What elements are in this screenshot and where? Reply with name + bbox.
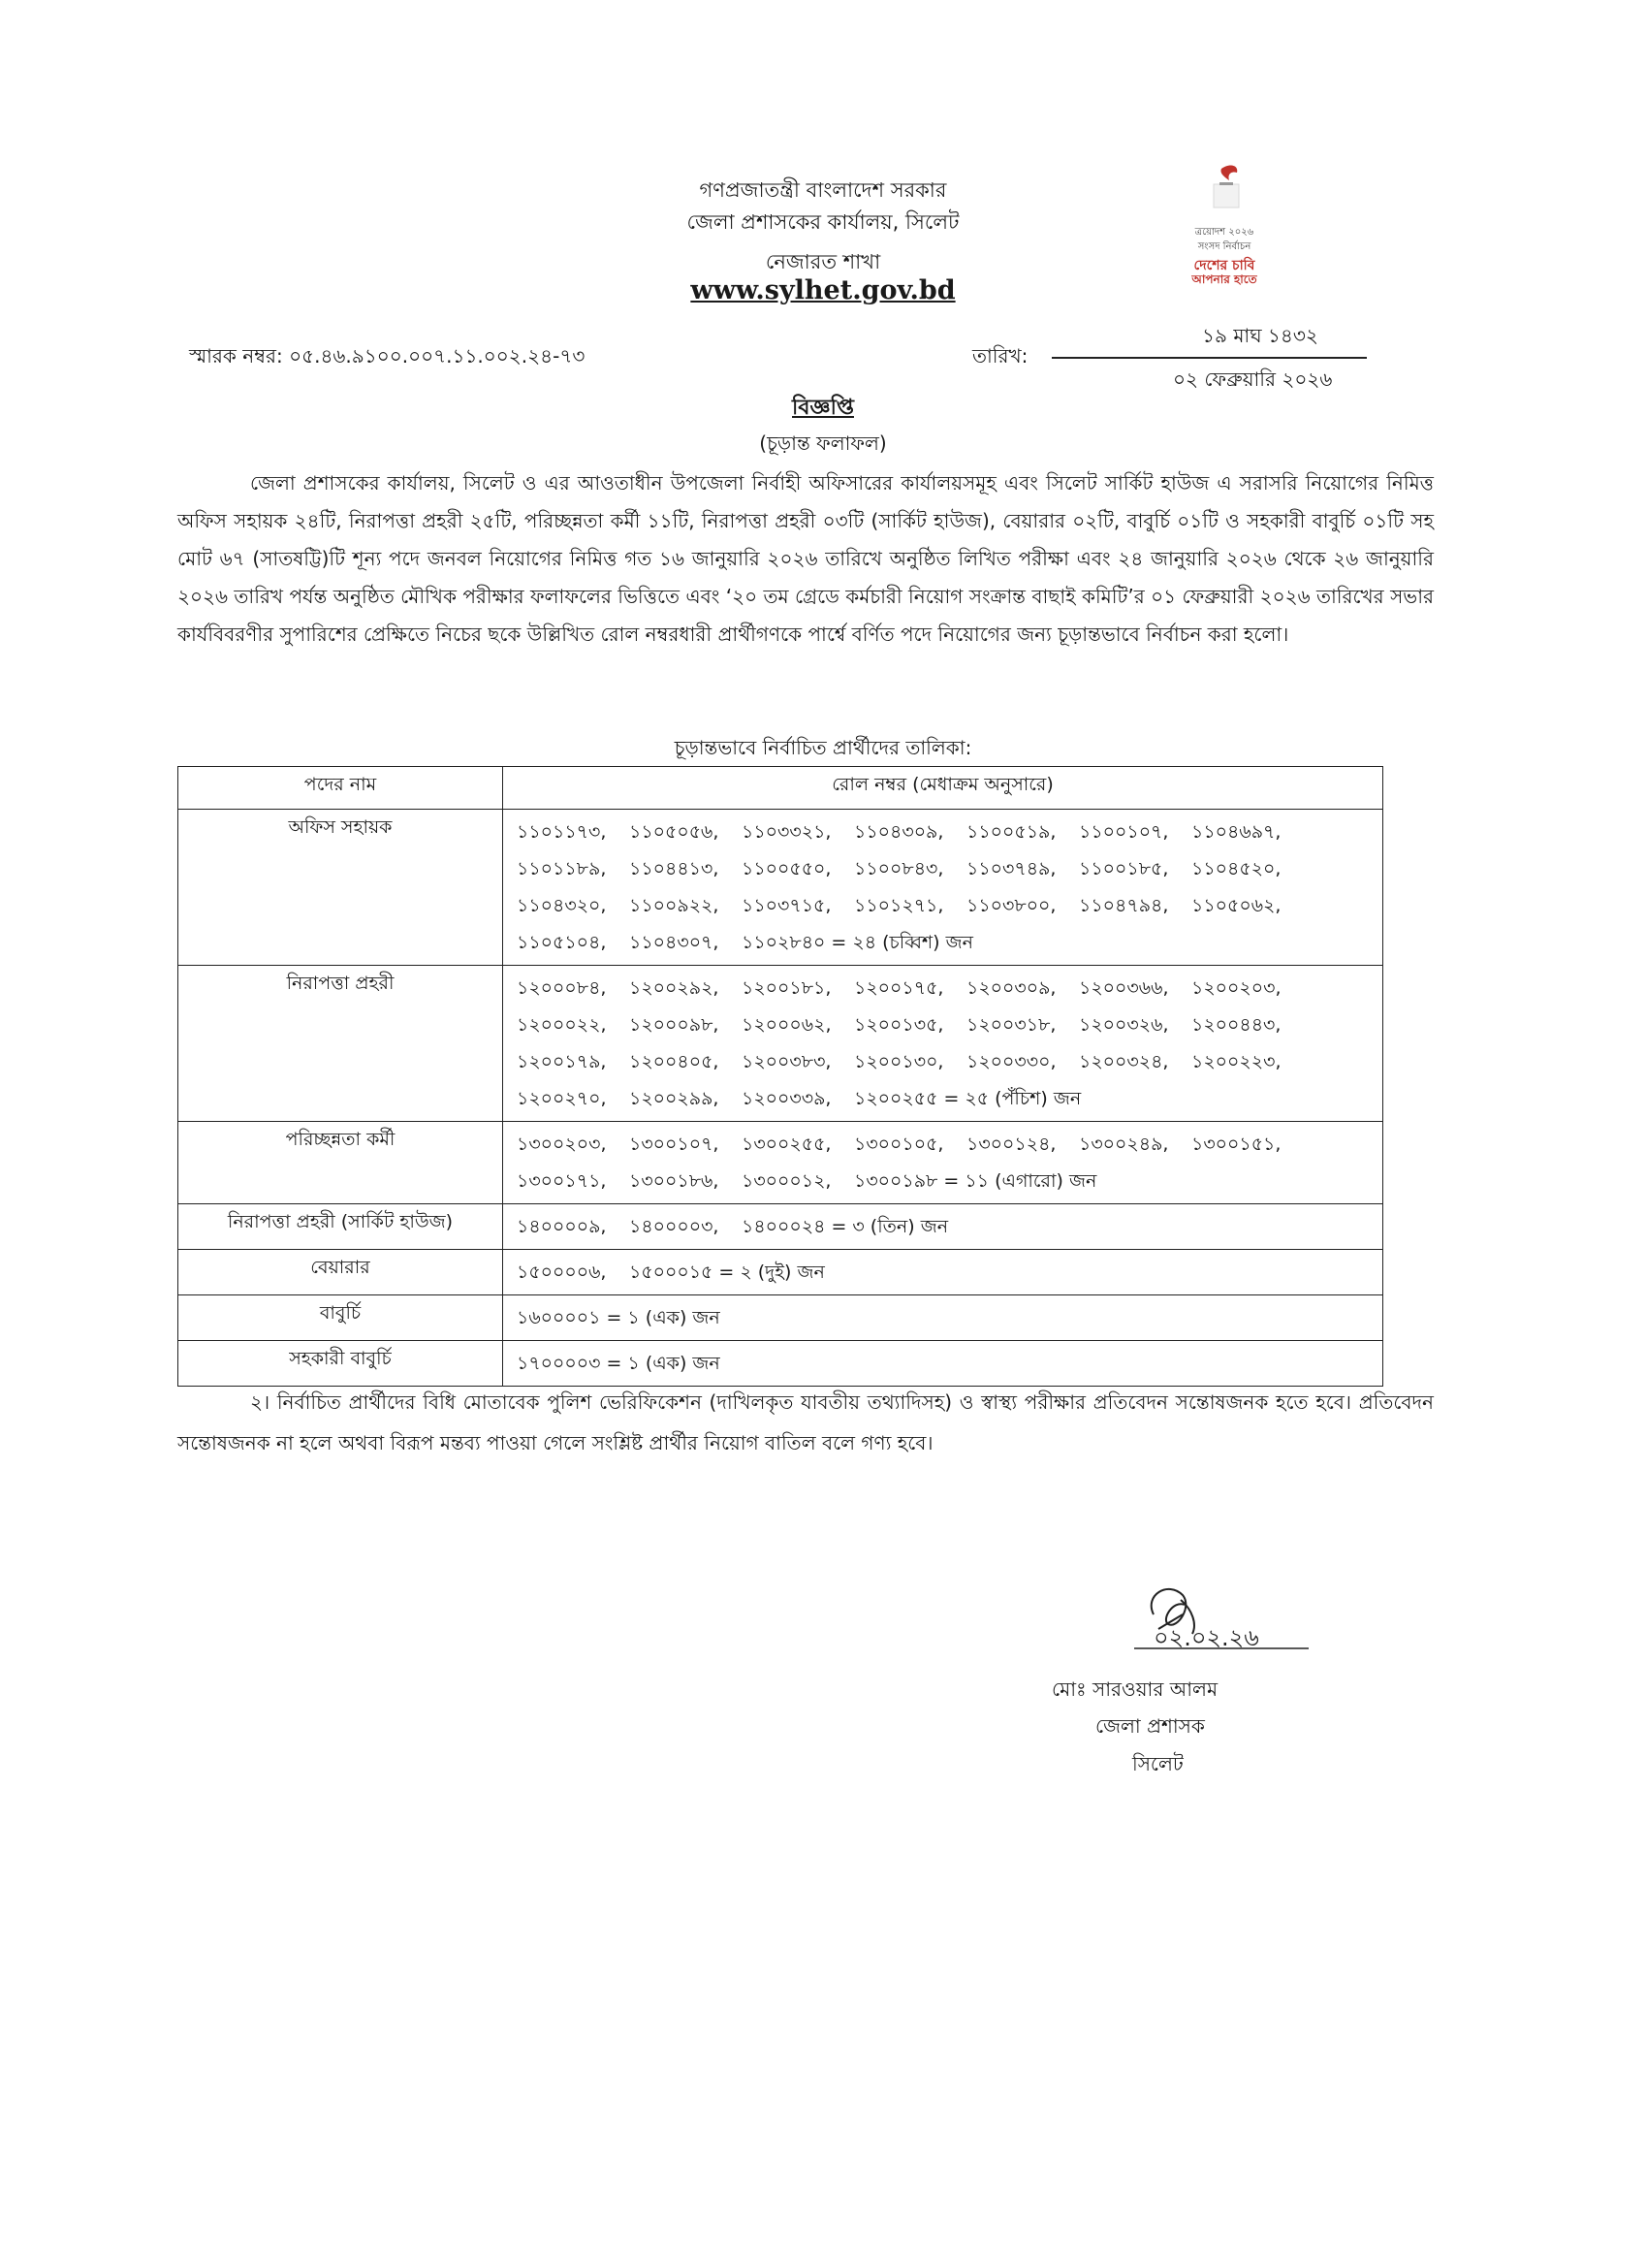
roll-number: ১২০০৩৬৬,	[1079, 977, 1169, 999]
table-row	[178, 810, 1383, 966]
logo-text-1: ত্রয়োদশ ২০২৬	[1194, 227, 1254, 238]
roll-number: ১২০০২০৩,	[1191, 977, 1282, 999]
roll-number: ১২০০৩৩৯,	[742, 1088, 832, 1109]
gov-name: গণপ্রজাতন্ত্রী বাংলাদেশ সরকার	[699, 178, 947, 202]
roll-number: ১৩০০১২৪,	[966, 1134, 1057, 1155]
roll-number: ১৩০০২৪৯,	[1079, 1134, 1169, 1155]
roll-numbers-cell	[503, 1122, 1383, 1204]
roll-total: ১৪০০০২৪ = ৩ (তিন) জন	[742, 1216, 949, 1237]
table-row	[178, 966, 1383, 1122]
logo-text-2: সংসদ নির্বাচন	[1197, 241, 1251, 252]
website-link[interactable]: www.sylhet.gov.bd	[690, 275, 956, 305]
roll-number: ১১০১১৮৯,	[517, 858, 607, 879]
date-english: ০২ ফেব্রুয়ারি ২০২৬	[1173, 367, 1333, 391]
roll-number: ১২০০০২২,	[517, 1014, 607, 1036]
post-name-cell: নিরাপত্তা প্রহরী	[178, 966, 503, 1122]
notice-body: জেলা প্রশাসকের কার্যালয়, সিলেট ও এর আওতাধীন উপজেলা নির্বাহী অফিসারের কার্যালয়সমূহ এবং সিলেট সার্কিট হাউজ এ সরাসরি নিয়োগের নিমিত্ত অফিস সহায়ক ২৪টি, নিরাপত্তা প্রহরী ২৫টি, পরিচ্ছন্নতা কর্মী ১১টি, নিরাপত্তা প্রহরী ০৩টি (সার্কিট হাউজ), বেয়ারার ০২টি, বাবুর্চি ০১টি ও সহকারী বাবুর্চি ০১টি সহ মোট ৬৭ (সাতষট্টি)টি শূন্য পদে জনবল নিয়োগের নিমিত্ত গত ১৬ জানুয়ারি ২০২৬ তারিখে অনুষ্ঠিত লিখিত পরীক্ষা এবং ২৪ জানুয়ারি ২০২৬ থেকে ২৬ জানুয়ারি ২০২৬ তারিখ পর্যন্ত অনুষ্ঠিত মৌখিক পরীক্ষার ফলাফলের ভিত্তিতে এবং ‘২০ তম গ্রেডে কর্মচারী নিয়োগ সংক্রান্ত বাছাই কমিটি’র ০১ ফেব্রুয়ারী ২০২৬ তারিখের সভার কার্যবিবরণীর সুপারিশের প্রেক্ষিতে নিচের ছকে উল্লিখিত রোল নম্বরধারী প্রার্থীগণকে পার্শ্বে বর্ণিত পদে নিয়োগের জন্য চূড়ান্তভাবে নির্বাচন করা হলো।	[177, 471, 1434, 646]
roll-number: ১১০০৫৫০,	[742, 858, 832, 879]
col-post-header: পদের নাম	[178, 767, 503, 810]
roll-number: ১১০১১৭৩,	[517, 821, 607, 843]
roll-number: ১১০৩৭১৫,	[742, 895, 832, 916]
roll-number: ১১০০১০৭,	[1079, 821, 1169, 843]
ballot-box-icon	[1171, 163, 1278, 223]
roll-number: ১২০০৩২৪,	[1079, 1051, 1169, 1072]
date-bangla: ১৯ মাঘ ১৪৩২	[1202, 324, 1318, 347]
roll-number: ১১০১২৭১,	[854, 895, 944, 916]
roll-number: ১২০০০৮৪,	[517, 977, 607, 999]
roll-numbers-cell	[503, 1341, 1383, 1387]
roll-number: ১১০০৫১৯,	[966, 821, 1057, 843]
roll-number: ১২০০৪০৫,	[629, 1051, 719, 1072]
memo-value: ০৫.৪৬.৯১০০.০০৭.১১.০০২.২৪-৭৩	[289, 344, 586, 367]
table-row	[178, 1341, 1383, 1387]
roll-numbers-cell	[503, 1250, 1383, 1295]
table-row	[178, 1204, 1383, 1250]
roll-number: ১১০৩৮০০,	[966, 895, 1057, 916]
table-header-row	[178, 767, 1383, 810]
results-body	[178, 810, 1383, 1387]
roll-number: ১১০৪৩০৭,	[629, 932, 719, 953]
election-logo	[1171, 163, 1278, 289]
roll-number: ১১০৪৪১৩,	[629, 858, 719, 879]
roll-number: ১১০৪৫২০,	[1191, 858, 1282, 879]
post-name-cell: বাবুর্চি	[178, 1295, 503, 1341]
roll-number: ১১০৪৩২০,	[517, 895, 607, 916]
roll-number: ১১০৪৭৯৪,	[1079, 895, 1169, 916]
table-row	[178, 1295, 1383, 1341]
table-row	[178, 1250, 1383, 1295]
roll-number: ১৩০০০১২,	[742, 1170, 832, 1192]
date-divider	[1052, 357, 1367, 359]
roll-number: ১৩০০২৫৫,	[742, 1134, 832, 1155]
roll-number: ১১০০১৮৫,	[1079, 858, 1169, 879]
roll-total: ১২০০২৫৫ = ২৫ (পঁচিশ) জন	[854, 1088, 1082, 1109]
roll-number: ১১০৫১০৪,	[517, 932, 607, 953]
conditions-paragraph: ২। নির্বাচিত প্রার্থীদের বিধি মোতাবেক পুলিশ ভেরিফিকেশন (দাখিলকৃত যাবতীয় তথ্যাদিসহ) ও স্বাস্থ্য পরীক্ষার প্রতিবেদন সন্তোষজনক হতে হবে। প্রতিবেদন সন্তোষজনক না হলে অথবা বিরূপ মন্তব্য পাওয়া গেলে সংশ্লিষ্ট প্রার্থীর নিয়োগ বাতিল বলে গণ্য হবে।	[177, 1390, 1434, 1454]
roll-number: ১২০০৩৩০,	[966, 1051, 1057, 1072]
roll-number: ১১০৪৬৯৭,	[1191, 821, 1282, 843]
roll-total: ১১০২৮৪০ = ২৪ (চব্বিশ) জন	[742, 932, 973, 953]
notice-subtitle: (চূড়ান্ত ফলাফল)	[759, 431, 887, 455]
logo-text-4: আপনার হাতে	[1191, 272, 1257, 286]
roll-number: ১৫০০০০৬,	[517, 1262, 607, 1283]
roll-number: ১৩০০১০৫,	[854, 1134, 944, 1155]
roll-number: ১৪০০০০৩,	[629, 1216, 719, 1237]
roll-number: ১৪০০০০৯,	[517, 1216, 607, 1237]
roll-number: ১২০০২৭০,	[517, 1088, 607, 1109]
roll-number: ১২০০৪৪৩,	[1191, 1014, 1282, 1036]
roll-number: ১৩০০২০৩,	[517, 1134, 607, 1155]
roll-number: ১২০০১৩৫,	[854, 1014, 944, 1036]
roll-numbers-cell	[503, 1204, 1383, 1250]
memo-number	[189, 342, 585, 374]
roll-total: ১৩০০১৯৮ = ১১ (এগারো) জন	[854, 1170, 1097, 1192]
roll-number: ১১০৩৩২১,	[742, 821, 832, 843]
roll-numbers-cell	[503, 810, 1383, 966]
signature	[1124, 1576, 1318, 1682]
roll-number: ১১০৫০৫৬,	[629, 821, 719, 843]
date-label: তারিখ:	[972, 344, 1029, 367]
post-name-cell: পরিচ্ছন্নতা কর্মী	[178, 1122, 503, 1204]
logo-text-3: দেশের চাবি	[1193, 258, 1255, 273]
roll-number: ১৩০০১৫১,	[1191, 1134, 1282, 1155]
roll-number: ১১০৪৩০৯,	[854, 821, 944, 843]
roll-number: ১২০০৩২৬,	[1079, 1014, 1169, 1036]
post-name-cell: সহকারী বাবুর্চি	[178, 1341, 503, 1387]
roll-number: ১১০৫০৬২,	[1191, 895, 1282, 916]
roll-numbers-cell	[503, 966, 1383, 1122]
roll-number: ১২০০১৭৯,	[517, 1051, 607, 1072]
roll-number: ১২০০০৬২,	[742, 1014, 832, 1036]
roll-number: ১২০০২২৩,	[1191, 1051, 1282, 1072]
roll-number: ১২০০৩০৯,	[966, 977, 1057, 999]
post-name-cell: অফিস সহায়ক	[178, 810, 503, 966]
roll-number: ১৩০০১৭১,	[517, 1170, 607, 1192]
roll-total: ১৬০০০০১ = ১ (এক) জন	[517, 1307, 720, 1328]
post-name-cell: বেয়ারার	[178, 1250, 503, 1295]
roll-number: ১২০০৩১৮,	[966, 1014, 1057, 1036]
office-name: জেলা প্রশাসকের কার্যালয়, সিলেট	[686, 210, 960, 234]
roll-numbers-cell	[503, 1295, 1383, 1341]
roll-number: ১২০০১৩০,	[854, 1051, 944, 1072]
col-rolls-header: রোল নম্বর (মেধাক্রম অনুসারে)	[503, 767, 1383, 810]
roll-number: ১২০০২৯২,	[629, 977, 719, 999]
table-title: চূড়ান্তভাবে নির্বাচিত প্রার্থীদের তালিকা:	[674, 736, 972, 759]
roll-number: ১১০০৮৪৩,	[854, 858, 944, 879]
roll-number: ১৩০০১০৭,	[629, 1134, 719, 1155]
signatory-place: সিলেট	[1132, 1752, 1184, 1775]
roll-number: ১২০০১৭৫,	[854, 977, 944, 999]
roll-number: ১১০০৯২২,	[629, 895, 719, 916]
signature-date: ০২.০২.২৬	[1154, 1624, 1259, 1651]
roll-number: ১২০০২৯৯,	[629, 1088, 719, 1109]
roll-number: ১১০৩৭৪৯,	[966, 858, 1057, 879]
notice-title: বিজ্ঞপ্তি	[792, 396, 854, 420]
results-table	[177, 766, 1383, 1387]
post-name-cell: নিরাপত্তা প্রহরী (সার্কিট হাউজ)	[178, 1204, 503, 1250]
signatory-title: জেলা প্রশাসক	[1095, 1714, 1205, 1738]
memo-label: স্মারক নম্বর:	[189, 344, 283, 367]
roll-number: ১২০০১৮১,	[742, 977, 832, 999]
roll-total: ১৭০০০০৩ = ১ (এক) জন	[517, 1353, 720, 1374]
roll-number: ১২০০০৯৮,	[629, 1014, 719, 1036]
roll-total: ১৫০০০১৫ = ২ (দুই) জন	[629, 1262, 825, 1283]
section-name: নেজারত শাখা	[765, 250, 881, 273]
roll-number: ১২০০৩৮৩,	[742, 1051, 832, 1072]
table-row	[178, 1122, 1383, 1204]
roll-number: ১৩০০১৮৬,	[629, 1170, 719, 1192]
signatory-name: মোঃ সারওয়ার আলম	[1052, 1677, 1219, 1701]
